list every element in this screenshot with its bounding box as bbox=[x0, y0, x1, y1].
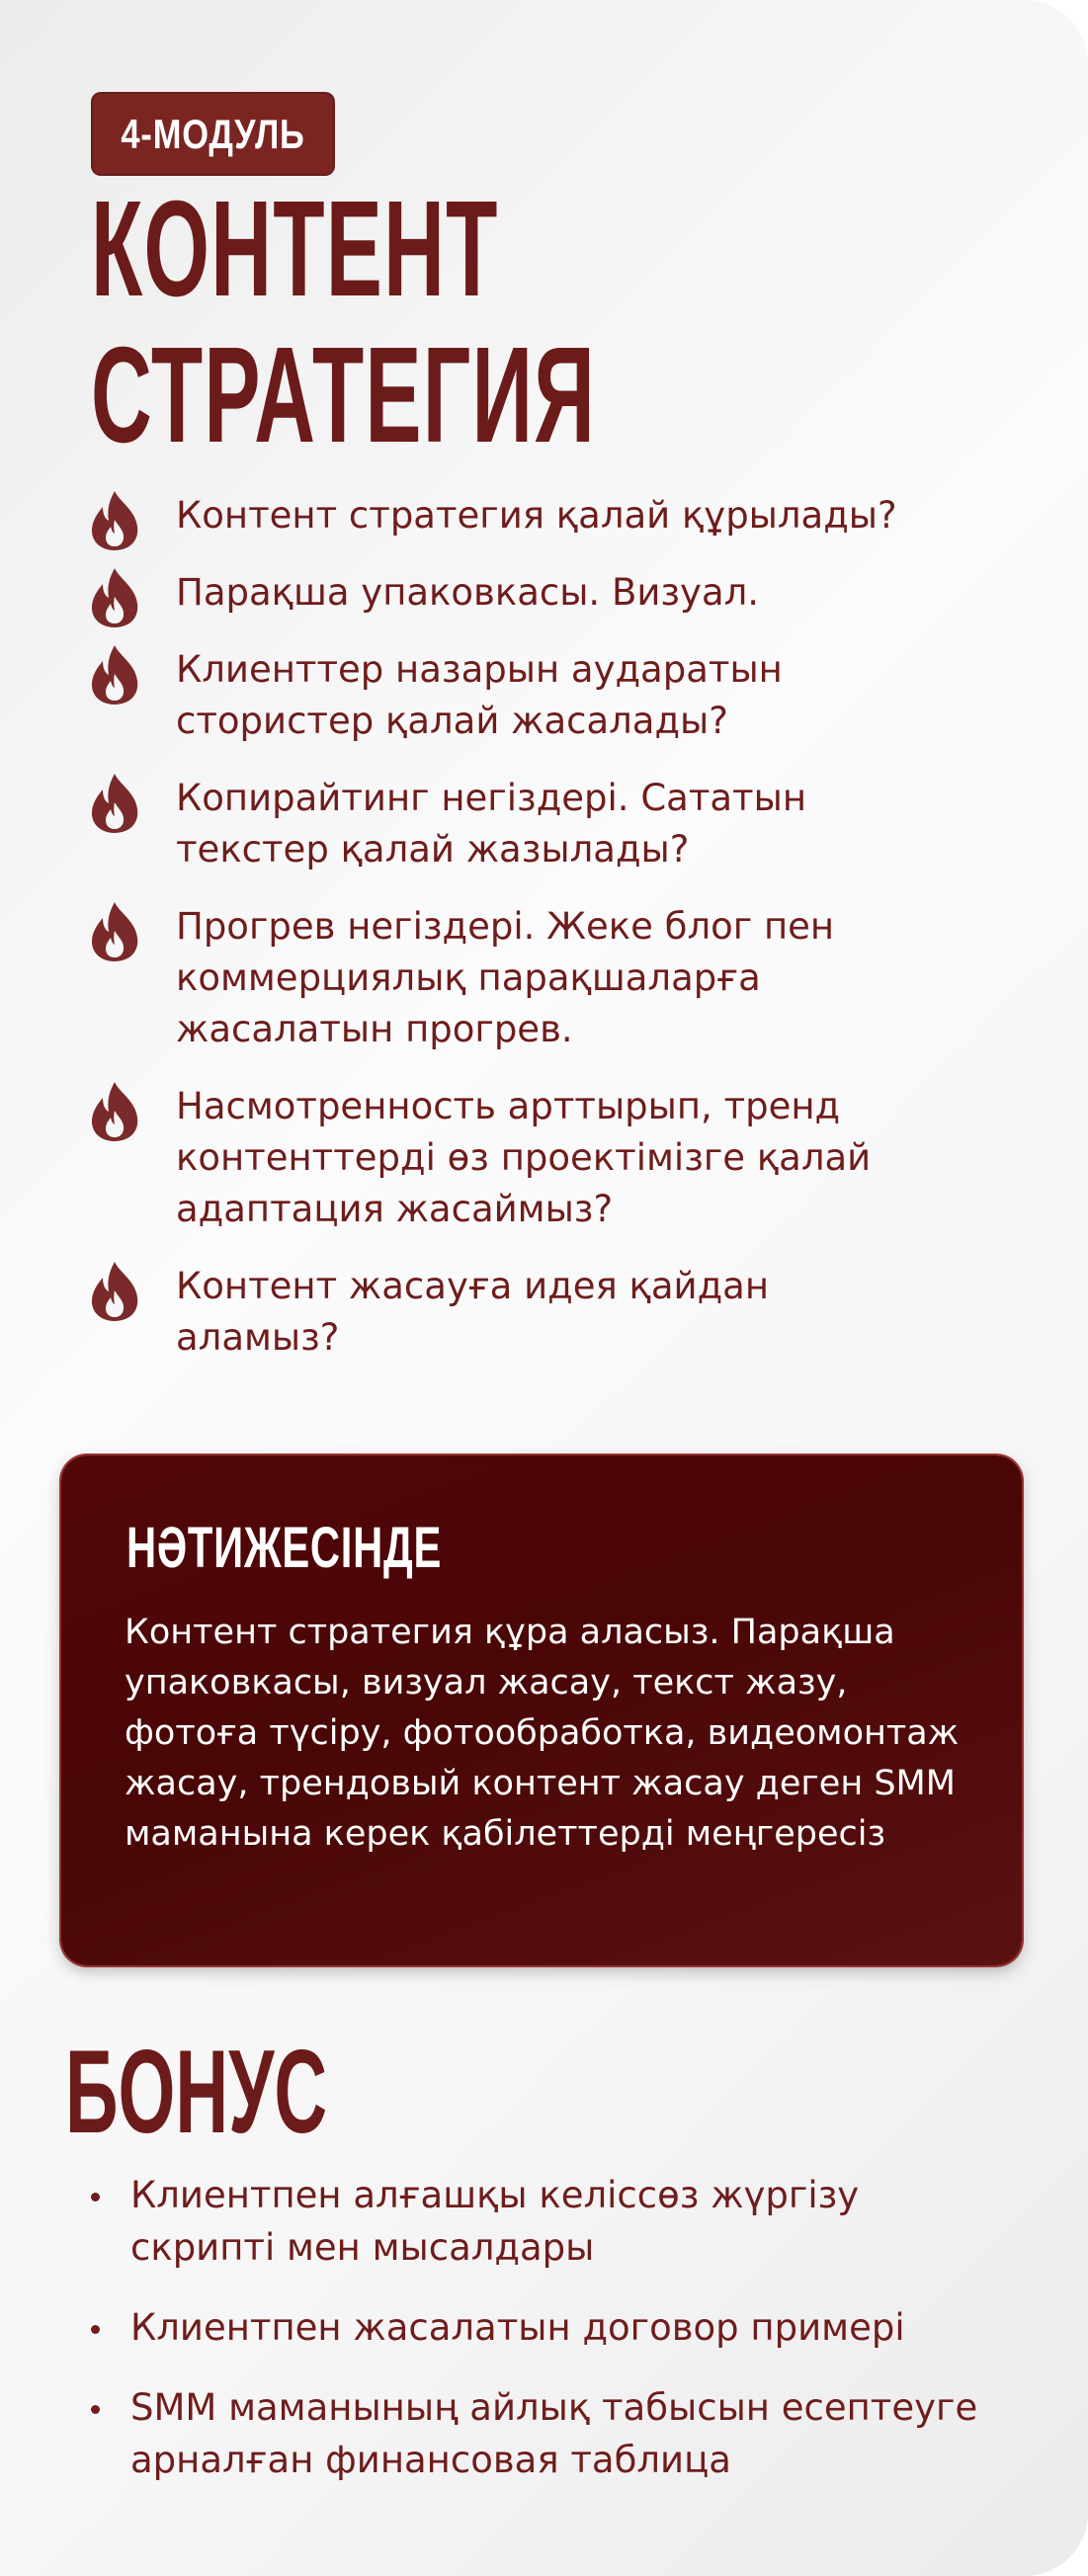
topic-text: Насмотренность арттырып, тренд контенттерді өз проектімізге қалай адаптация жасаймыз? bbox=[176, 1085, 872, 1230]
list-item bbox=[89, 773, 966, 875]
module-badge-label: 4-МОДУЛЬ bbox=[121, 110, 305, 157]
topic-text: Контент стратегия қалай құрылады? bbox=[176, 494, 897, 537]
flame-icon bbox=[89, 773, 140, 834]
list-item bbox=[89, 1261, 927, 1364]
list-item bbox=[89, 490, 1065, 541]
list-item bbox=[89, 567, 966, 619]
module-title-line1: КОНТЕНТ bbox=[91, 173, 499, 325]
bonus-text: Клиентпен алғашқы келіссөз жүргізу скрипті мен мысалдары bbox=[130, 2174, 860, 2269]
module-title-line2: СТРАТЕГИЯ bbox=[91, 319, 596, 471]
flame-icon bbox=[89, 901, 140, 962]
module-title bbox=[91, 173, 596, 471]
bonus-list bbox=[83, 2169, 1032, 2514]
flame-icon bbox=[89, 644, 140, 706]
list-item bbox=[83, 2169, 990, 2274]
list-item bbox=[83, 2381, 1079, 2486]
module-badge bbox=[91, 92, 335, 176]
list-item bbox=[89, 644, 927, 747]
flame-icon bbox=[89, 567, 140, 628]
flame-icon bbox=[89, 1261, 140, 1322]
bullet-icon bbox=[91, 2193, 100, 2202]
list-item bbox=[83, 2301, 1032, 2354]
result-panel bbox=[61, 1455, 1022, 1965]
result-text: Контент стратегия құра аласыз. Парақша упаковкасы, визуал жасау, текст жазу, фотоға түсіру, фотообработка, видеомонтаж жасау, трендовый контент жасау деген SMM маманына керек қабілеттерді меңгересіз bbox=[125, 1613, 960, 1854]
flame-icon bbox=[89, 490, 140, 551]
topic-text: Контент жасауға идея қайдан аламыз? bbox=[176, 1265, 770, 1359]
list-item bbox=[89, 1081, 1006, 1235]
flame-icon bbox=[89, 1081, 140, 1142]
bonus-title: БОНУС bbox=[65, 2026, 328, 2158]
topic-text: Парақша упаковкасы. Визуал. bbox=[176, 571, 760, 614]
topic-text: Прогрев негіздері. Жеке блог пен коммерциялық парақшаларға жасалатын прогрев. bbox=[176, 905, 835, 1050]
topic-text: Клиенттер назарын аударатын стористер қалай жасалады? bbox=[176, 648, 783, 742]
bullet-icon bbox=[91, 2405, 100, 2414]
bullet-icon bbox=[91, 2325, 100, 2334]
bonus-text: Клиентпен жасалатын договор примері bbox=[130, 2306, 905, 2349]
result-title: НӘТИЖЕСІНДЕ bbox=[126, 1516, 443, 1580]
module-topic-list bbox=[89, 490, 978, 1389]
topic-text: Копирайтинг негіздері. Сататын текстер қалай жазылады? bbox=[176, 777, 807, 871]
bonus-text: SMM маманының айлық табысын есептеуге арналған финансовая таблица bbox=[130, 2386, 978, 2481]
list-item bbox=[89, 901, 966, 1055]
